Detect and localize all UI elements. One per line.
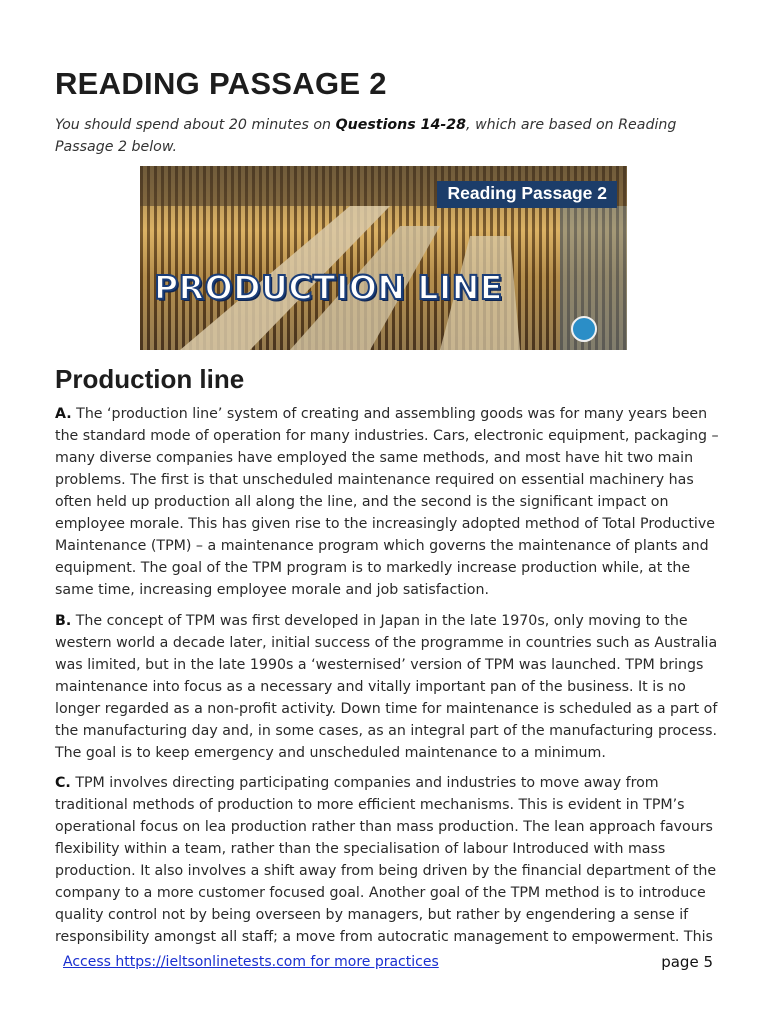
paragraph-text: TPM involves directing participating companies and industries to move away from traditional methods of production to more efficient mechanisms. This is evident in TPM’s operational focus on lea production rather than mass production. The lean approach favours flexibility within a team, rather than the specialisation of labour Introduced with mass production. It also involves a shift away from being driven by the financial department of the company to a more customer focused goal. Another goal of the TPM method is to introduce quality control not by being overseen by managers, but rather by engendering a sense if responsibility amongst all staff; a move from autocratic management to empowerment. This (55, 775, 717, 945)
paragraph-c (55, 773, 720, 948)
paragraph-label: C. (55, 775, 71, 791)
paragraph-text: The concept of TPM was first developed in Japan in the late 1970s, only moving to the western world a decade later, initial success of the programme in countries such as Australia was limited, but in the late 1990s a ‘westernised’ version of TPM was launched. TPM brings maintenance into focus as a necessary and vitally important pan of the business. It is no longer regarded as a non-profit activity. Down time for maintenance is scheduled as a part of the manufacturing day and, in some cases, as an integral part of the manufacturing process. The goal is to keep emergency and unscheduled maintenance to a minimum. (55, 613, 718, 761)
instructions (55, 114, 720, 158)
instructions-text: You should spend about 20 minutes on (55, 117, 336, 133)
instructions-text-end: , which are based on Reading Passage 2 below. (55, 117, 677, 155)
paragraph-label: B. (55, 613, 72, 629)
page-number: page 5 (661, 953, 713, 971)
paragraph-b (55, 611, 720, 765)
paragraph-a (55, 404, 720, 602)
article-heading: Production line (55, 364, 245, 394)
page-title: READING PASSAGE 2 (55, 66, 387, 101)
paragraph-text: The ‘production line’ system of creating and assembling goods was for many years been the standard mode of operation for many industries. Cars, electronic equipment, packaging – many diverse companies have employed the same methods, and most have hit two main problems. The first is that unscheduled maintenance required on essential machinery has often held up production all along the line, and the second is the significant impact on employee morale. This has given rise to the increasingly adopted method of Total Productive Maintenance (TPM) – a maintenance program which governs the maintenance of plants and equipment. The goal of the TPM program is to markedly increase production while, at the same time, increasing employee morale and job satisfaction. (55, 406, 719, 598)
instructions-questions: Questions 14-28 (335, 117, 467, 133)
site-logo-icon (571, 316, 597, 342)
banner-tag: Reading Passage 2 (437, 181, 617, 208)
production-line-banner-image (140, 166, 627, 350)
practice-site-link[interactable]: Access https://ieltsonlinetests.com for more practices (63, 954, 439, 970)
banner-title: PRODUCTION LINE (154, 268, 503, 307)
paragraph-label: A. (55, 406, 72, 422)
